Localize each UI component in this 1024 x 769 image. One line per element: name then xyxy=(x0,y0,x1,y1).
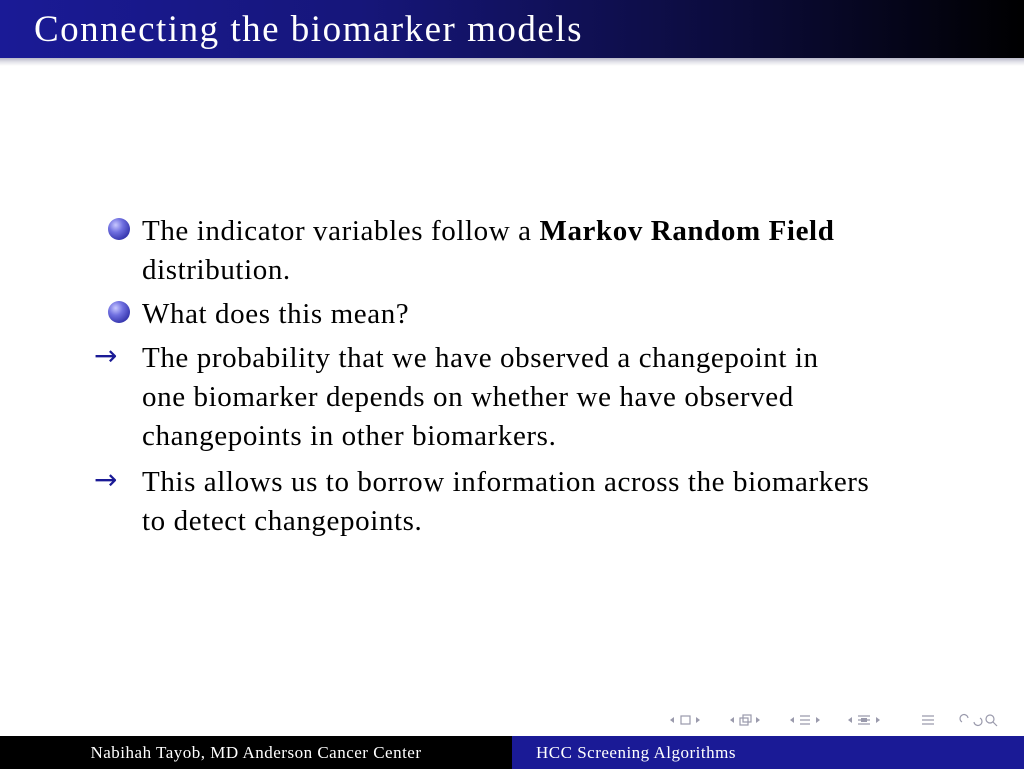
bullet-ball-icon xyxy=(108,218,130,240)
nav-frame-icon[interactable] xyxy=(730,715,760,725)
arrow-text-line: one biomarker depends on whether we have observed xyxy=(142,381,794,413)
navigation-symbols xyxy=(664,712,1024,728)
footer-title xyxy=(512,736,1024,769)
bullet-item xyxy=(142,212,942,290)
bullet-text: The indicator variables follow a xyxy=(142,215,540,247)
arrow-text-line: to detect changepoints. xyxy=(142,505,423,537)
nav-prev-icon[interactable] xyxy=(670,716,700,724)
nav-section-icon[interactable] xyxy=(790,716,820,724)
nav-align-icon[interactable] xyxy=(922,716,934,724)
bullet-text-continued: distribution. xyxy=(142,254,291,286)
bullet-item xyxy=(142,295,942,334)
nav-search-icon[interactable] xyxy=(960,715,997,726)
arrow-text-line: This allows us to borrow information across the biomarkers xyxy=(142,466,870,498)
bullet-bold-text: Markov Random Field xyxy=(539,215,835,247)
bullet-ball-icon xyxy=(108,301,130,323)
slide-title: Connecting the biomarker models xyxy=(34,9,583,50)
arrow-text-line: The probability that we have observed a changepoint in xyxy=(142,342,819,374)
footer-title-text: HCC Screening Algorithms xyxy=(536,743,736,762)
arrow-right-icon: → xyxy=(94,463,118,496)
arrow-item xyxy=(142,463,942,541)
arrow-text-line: changepoints in other biomarkers. xyxy=(142,420,557,452)
arrow-right-icon: → xyxy=(94,339,118,372)
arrow-item xyxy=(142,339,942,456)
footer-author-text: Nabihah Tayob, MD Anderson Cancer Center xyxy=(90,743,422,762)
footer-author xyxy=(0,736,512,769)
bullet-text: What does this mean? xyxy=(142,298,410,330)
nav-subsection-icon[interactable] xyxy=(848,716,880,724)
navigation-bar xyxy=(664,712,1024,728)
